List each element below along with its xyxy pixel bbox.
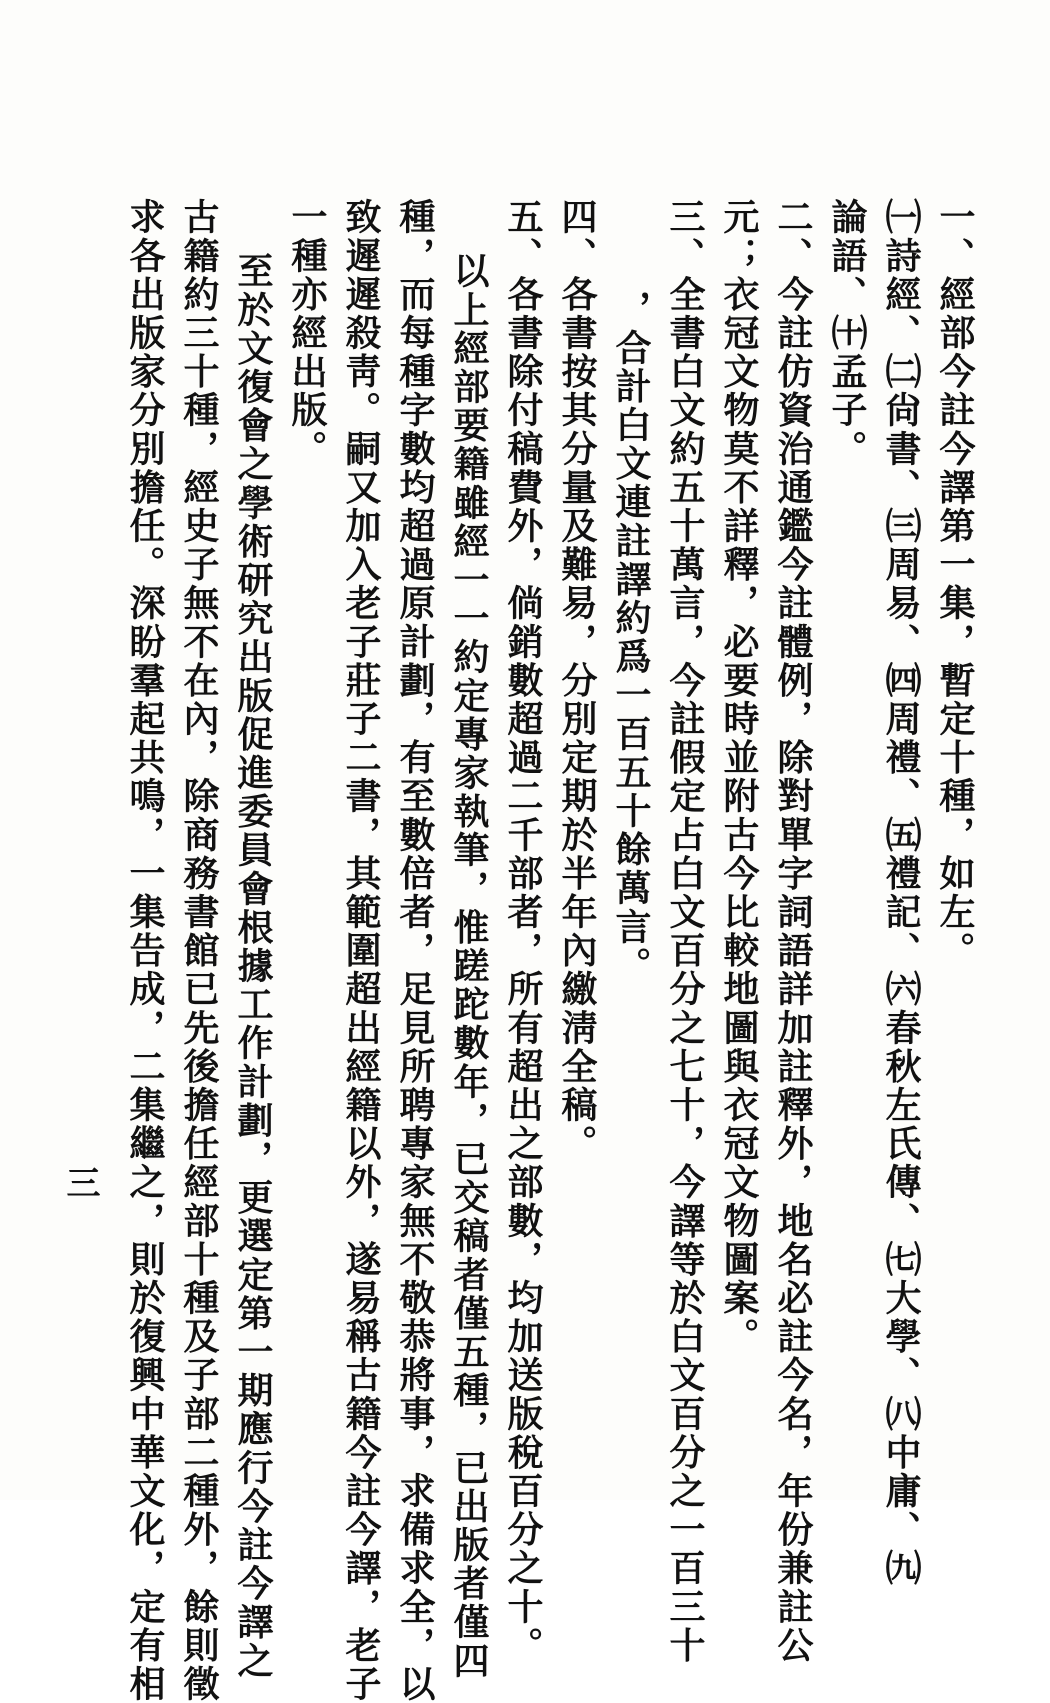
text-column-13: 一種亦經出版。 xyxy=(286,198,328,469)
text-column-10: 以上經部要籍雖經一一約定專家執筆，惟蹉跎數年，已交稿者僅五種，已出版者僅四 xyxy=(448,252,490,1681)
page-number: 三 xyxy=(60,1165,100,1199)
text-column-1: 一、經部今註今譯第一集，暫定十種，如左。 xyxy=(934,198,976,970)
text-column-6: 三、全書白文約五十萬言，今註假定占白文百分之七十，今譯等於白文百分之一百三十 xyxy=(664,198,706,1665)
text-column-9: 五、各書除付稿費外，倘銷數超過二千部者，所有超出之部數，均加送版稅百分之十。 xyxy=(502,198,544,1665)
text-column-8: 四、各書按其分量及難易，分別定期於半年內繳淸全稿。 xyxy=(556,198,598,1163)
text-column-14: 至於文復會之學術研究出版促進委員會根據工作計劃，更選定第一期應行今註今譯之 xyxy=(232,252,274,1681)
text-column-11: 種，而每種字數均超過原計劃，有至數倍者，足見所聘專家無不敬恭將事，求備求全，以 xyxy=(394,198,436,1703)
text-column-16: 求各出版家分別擔任。深盼羣起共鳴，一集告成，二集繼之，則於復興中華文化，定有相 xyxy=(124,198,166,1703)
text-column-5: 元；衣冠文物莫不詳釋，必要時並附古今比較地圖與衣冠文物圖案。 xyxy=(718,198,760,1356)
text-column-7: ，合計白文連註譯約爲一百五十餘萬言。 xyxy=(610,290,652,985)
text-column-3: 論語、㈩孟子。 xyxy=(826,198,868,469)
text-column-4: 二、今註仿資治通鑑今註體例，除對單字詞語詳加註釋外，地名必註今名，年份兼註公 xyxy=(772,198,814,1665)
text-column-15: 古籍約三十種，經史子無不在內，除商務書館已先後擔任經部十種及子部二種外，餘則徵 xyxy=(178,198,220,1703)
text-column-12: 致遲遲殺靑。嗣又加入老子莊子二書，其範圍超出經籍以外，遂易稱古籍今註今譯，老子 xyxy=(340,198,382,1703)
text-column-2: ㈠詩經、㈡尙書、㈢周易、㈣周禮、㈤禮記、㈥春秋左氏傳、㈦大學、㈧中庸、㈨ xyxy=(880,198,922,1588)
